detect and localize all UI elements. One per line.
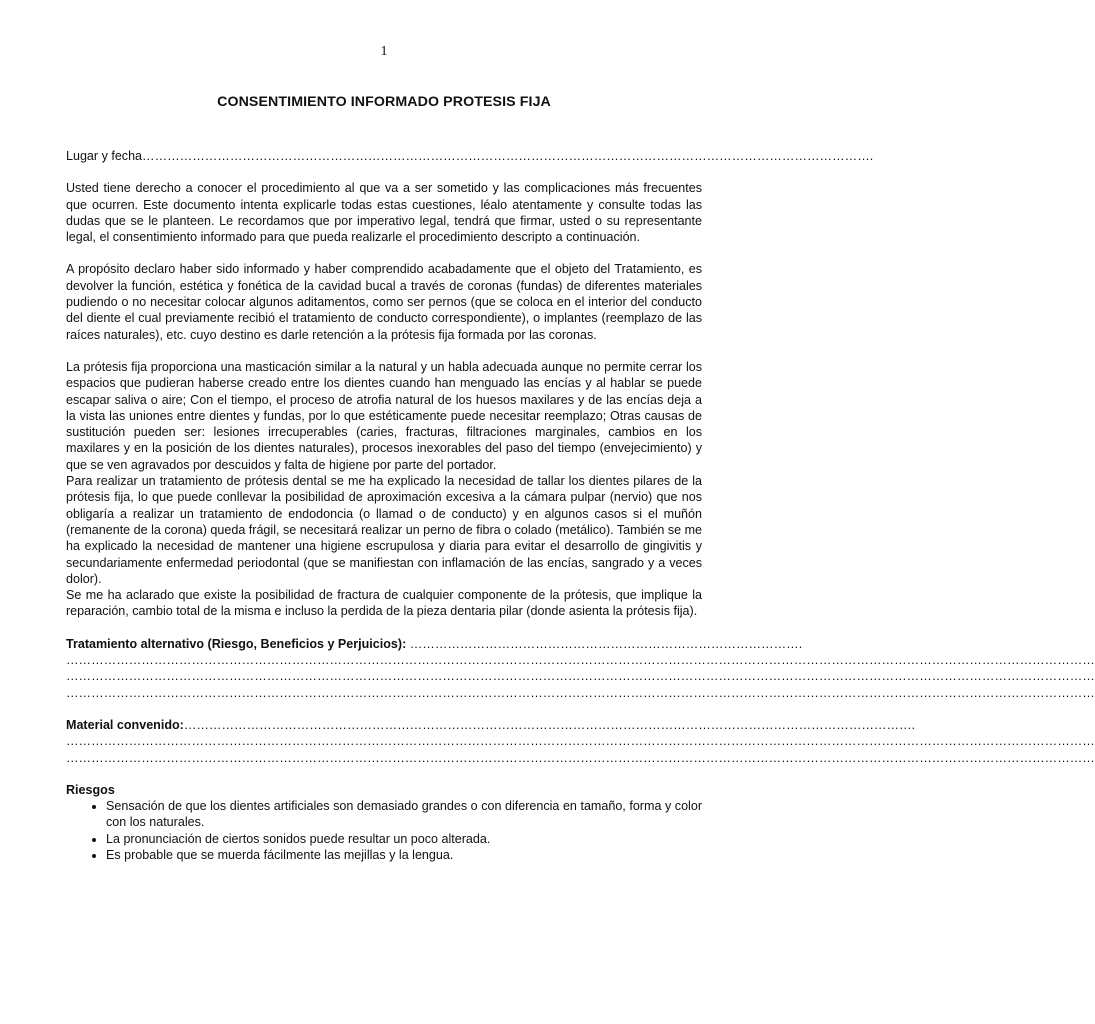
risks-heading: Riesgos bbox=[66, 782, 115, 797]
document-body bbox=[66, 148, 1095, 863]
material-dots-line: ………………………………………………………………………………………………………………………………………………………………………………………………………………………… bbox=[66, 734, 1095, 749]
material-dots: …………………………………………………………………………………………………………………………………………………………. bbox=[183, 717, 916, 732]
material-dots-line: ………………………………………………………………………………………………………………………………………………………………………………………………………………………… bbox=[66, 750, 1095, 765]
risk-item: • Sensación de que los dientes artificiales son demasiado grandes o con diferencia en tamaño, forma y color con los naturales. bbox=[106, 798, 702, 831]
risks-list bbox=[66, 798, 702, 863]
paragraph-fracture-risk: Se me ha aclarado que existe la posibilidad de fractura de cualquier componente de la prótesis, que implique la reparación, cambio total de la misma e incluso la perdida de la pieza dentaria pilar (donde asienta la prótesis fija). bbox=[66, 588, 702, 619]
paragraph-prosthesis-info: La prótesis fija proporciona una masticación similar a la natural y un habla adecuada aunque no permite cerrar los espacios que pudieran haberse creado entre los dientes cuando han menguado las encías y al hablar se puede escapar saliva o aire; Con el tiempo, el proceso de atrofia natural de los huesos maxilares y de las encías deja a la vista las uniones entre dientes y fundas, por lo que estéticamente puede necesitar reemplazo; Otras causas de sustitución pueden ser: lesiones irrecuperables (caries, fracturas, filtraciones marginales, cambios en los maxilares y en la posición de los dientes naturales), procesos inexorables del paso del tiempo (envejecimiento) y que se ven agravados por descuidos y falta de higiene por parte del portador. bbox=[66, 359, 702, 472]
alt-treatment-label: Tratamiento alternativo (Riesgo, Beneficios y Perjuicios): bbox=[66, 636, 407, 651]
paragraph-treatment-objective: A propósito declaro haber sido informado y haber comprendido acabadamente que el objeto del Tratamiento, es devolver la función, estética y fonética de la cavidad bucal a través de coronas (fundas) de diferentes materiales pudiendo o no necesitar colocar algunos aditamentos, como ser pernos (que se coloca en el interior del conducto del diente el cual previamente recibió el tratamiento de conducto correspondiente), o implantes (reemplazo de las raíces naturales), etc. cuyo destino es darle retención a la prótesis fija formada por las coronas. bbox=[66, 262, 702, 342]
page-number: 1 bbox=[380, 44, 388, 59]
risk-item: • La pronunciación de ciertos sonidos puede resultar un poco alterada. bbox=[106, 831, 702, 847]
risk-item: • Es probable que se muerda fácilmente las mejillas y la lengua. bbox=[106, 847, 702, 863]
place-date-line: Lugar y fecha…………………………………………………………………………………………………………………………………………………………. bbox=[66, 149, 874, 163]
alt-treatment-dots-line: ………………………………………………………………………………………………………………………………………………………………………………………………………………………… bbox=[66, 669, 1095, 684]
document-title: CONSENTIMIENTO INFORMADO PROTESIS FIJA bbox=[217, 94, 551, 110]
material-label: Material convenido: bbox=[66, 717, 184, 732]
paragraph-procedure-explained: Para realizar un tratamiento de prótesis dental se me ha explicado la necesidad de tallar los dientes pilares de la prótesis fija, lo que puede conllevar la posibilidad de aproximación excesiva a la cámara pulpar (nervio) que nos obligaría a realizar un tratamiento de endodoncia (o llamad o de conducto) y en algunos casos si el muñón (remanente de la corona) queda frágil, se necesitará realizar un perno de fibra o colado (metálico). También se me ha explicado la necesidad de mantener una higiene escrupulosa y diaria para evitar el desarrollo de gingivitis y secundariamente enfermedad periodontal (que se manifiestan con inflamación de las encías, sangrado y a veces dolor). bbox=[66, 474, 702, 586]
material-line bbox=[66, 717, 916, 733]
alt-treatment-line bbox=[66, 636, 803, 652]
alt-treatment-dots-line: ………………………………………………………………………………………………………………………………………………………………………………………………………………………… bbox=[66, 685, 1095, 700]
alt-treatment-dots-line: ………………………………………………………………………………………………………………………………………………………………………………………………………………………… bbox=[66, 653, 1095, 668]
alt-treatment-dots: …………………………………………………………………………………. bbox=[406, 636, 803, 651]
paragraph-rights: Usted tiene derecho a conocer el procedimiento al que va a ser sometido y las complicaciones más frecuentes que ocurren. Este documento intenta explicarle todas estas cuestiones, léalo atentamente y consulte todas las dudas que se le planteen. Le recordamos que por imperativo legal, tendrá que firmar, usted o su representante legal, el consentimiento informado para que pueda realizarle el procedimiento descripto a continuación. bbox=[66, 181, 702, 245]
